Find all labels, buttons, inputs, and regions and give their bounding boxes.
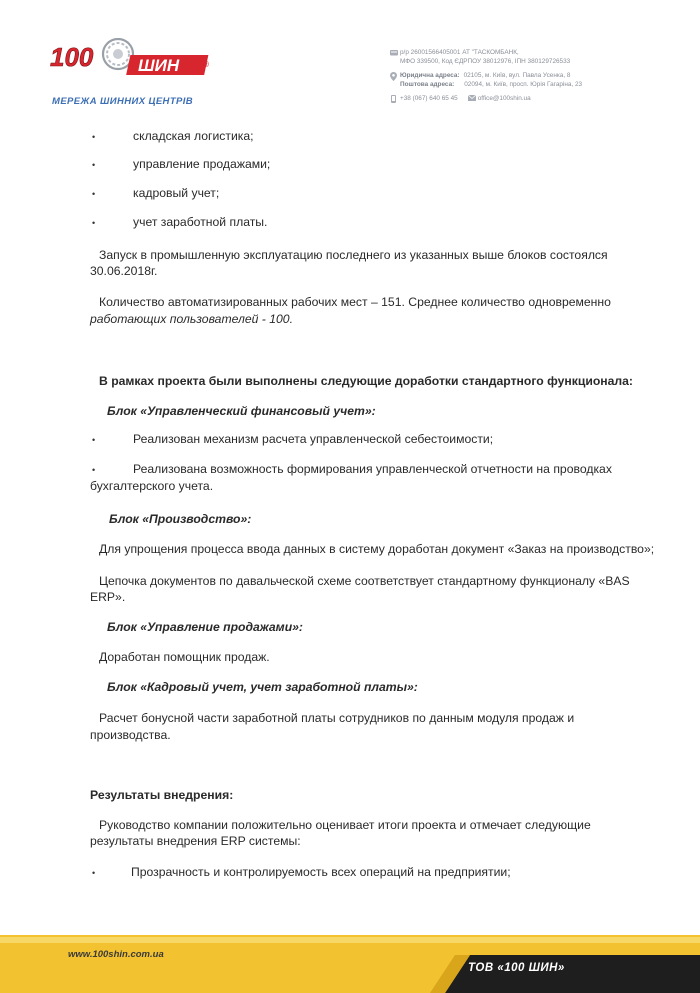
company-logo	[50, 38, 220, 108]
footer-website[interactable]: www.100shin.com.ua	[68, 949, 164, 960]
results-item-1: Прозрачность и контролируемость всех операций на предприятии;	[131, 865, 511, 879]
contacts-row	[390, 95, 640, 104]
bullet-marker: •	[92, 435, 96, 445]
phone-number: +38 (067) 640 65 45	[400, 95, 458, 103]
block-heading-finance: Блок «Управленческий финансовый учет»:	[107, 404, 376, 418]
spacer	[390, 81, 400, 89]
block-heading-sales: Блок «Управление продажами»:	[107, 620, 303, 634]
bullet-marker: •	[92, 868, 96, 878]
paragraph-launch-line2: 30.06.2018г.	[90, 264, 158, 278]
bullet-marker: •	[92, 465, 96, 475]
list-item: складская логистика;	[133, 129, 254, 143]
bank-details-line1: р/р 26001566405001 АТ "ТАСКОМБАНК,	[400, 49, 519, 56]
legal-address-label: Юридична адреса:	[400, 72, 460, 80]
hr-paragraph-line2: производства.	[90, 728, 171, 742]
production-paragraph-1: Для упрощения процесса ввода данных в систему доработан документ «Заказ на производство»;	[99, 542, 655, 556]
tire-logo-icon	[50, 38, 220, 78]
production-paragraph-2-line1: Цепочка документов по давальческой схеме соответствует стандартному функционалу «BAS	[99, 574, 630, 588]
bullet-marker: •	[92, 160, 96, 170]
logo-tagline: МЕРЕЖА ШИННИХ ЦЕНТРІВ	[52, 96, 194, 107]
email-icon	[468, 95, 478, 103]
paragraph-workplaces-line1: Количество автоматизированных рабочих мест – 151. Среднее количество одновременно	[99, 295, 611, 309]
paragraph-workplaces-line2: работающих пользователей - 100.	[90, 312, 293, 326]
email-link[interactable]: office@100shin.ua	[477, 95, 531, 103]
legal-address-row	[390, 72, 640, 81]
bullet-marker: •	[92, 189, 96, 199]
postal-address-label: Поштова адреса:	[400, 80, 455, 88]
finance-item-1: Реализован механизм расчета управленческой себестоимости;	[133, 432, 494, 446]
phone-icon	[390, 95, 400, 103]
legal-address-value: 02105, м. Київ, вул. Павла Усенка, 8	[463, 72, 571, 80]
postal-address-row	[390, 81, 640, 90]
results-paragraph-line2: результаты внедрения ERP системы:	[90, 834, 301, 848]
finance-item-2-line2: бухгалтерского учета.	[90, 479, 214, 493]
block-heading-production: Блок «Производство»:	[109, 512, 252, 526]
postal-address-value: 02094, м. Київ, просп. Юрія Гагаріна, 23	[464, 80, 583, 88]
sales-paragraph: Доработан помощник продаж.	[99, 650, 270, 664]
production-paragraph-2-line2: ERP».	[90, 590, 126, 604]
list-item: кадровый учет;	[133, 186, 220, 200]
svg-text:100: 100	[50, 42, 94, 72]
list-item: учет заработной платы.	[133, 215, 268, 229]
location-pin-icon	[390, 72, 400, 80]
bullet-marker: •	[92, 218, 96, 228]
results-paragraph-line1: Руководство компании положительно оценивает итоги проекта и отмечает следующие	[99, 818, 591, 832]
contact-block	[390, 49, 640, 104]
bullet-marker: •	[92, 132, 96, 142]
page-footer	[0, 935, 700, 993]
footer-band-graphic	[0, 935, 700, 993]
paragraph-launch-line1: Запуск в промышленную эксплуатацию последнего из указанных выше блоков состоялся	[99, 248, 608, 262]
bank-row-2	[390, 58, 640, 67]
bank-row	[390, 49, 640, 58]
finance-item-2-line1: Реализована возможность формирования управленческой отчетности на проводках	[133, 462, 612, 476]
bank-details-line2: МФО 339500, Код ЄДРПОУ 38012976, ІПН 380129726533	[400, 57, 571, 65]
results-heading: Результаты внедрения:	[90, 788, 234, 802]
hr-paragraph-line1: Расчет бонусной части заработной платы сотрудников по данным модуля продаж и	[99, 711, 575, 725]
spacer	[390, 58, 400, 66]
svg-text:ШИН: ШИН	[138, 56, 180, 75]
bank-icon	[390, 49, 400, 57]
registered-mark: ®	[203, 60, 209, 69]
block-heading-hr: Блок «Кадровый учет, учет заработной платы»:	[107, 680, 418, 694]
footer-company-name: ТОВ «100 ШИН»	[468, 962, 565, 974]
list-item: управление продажами;	[133, 157, 271, 171]
improvements-heading: В рамках проекта были выполнены следующие доработки стандартного функционала:	[99, 374, 633, 388]
